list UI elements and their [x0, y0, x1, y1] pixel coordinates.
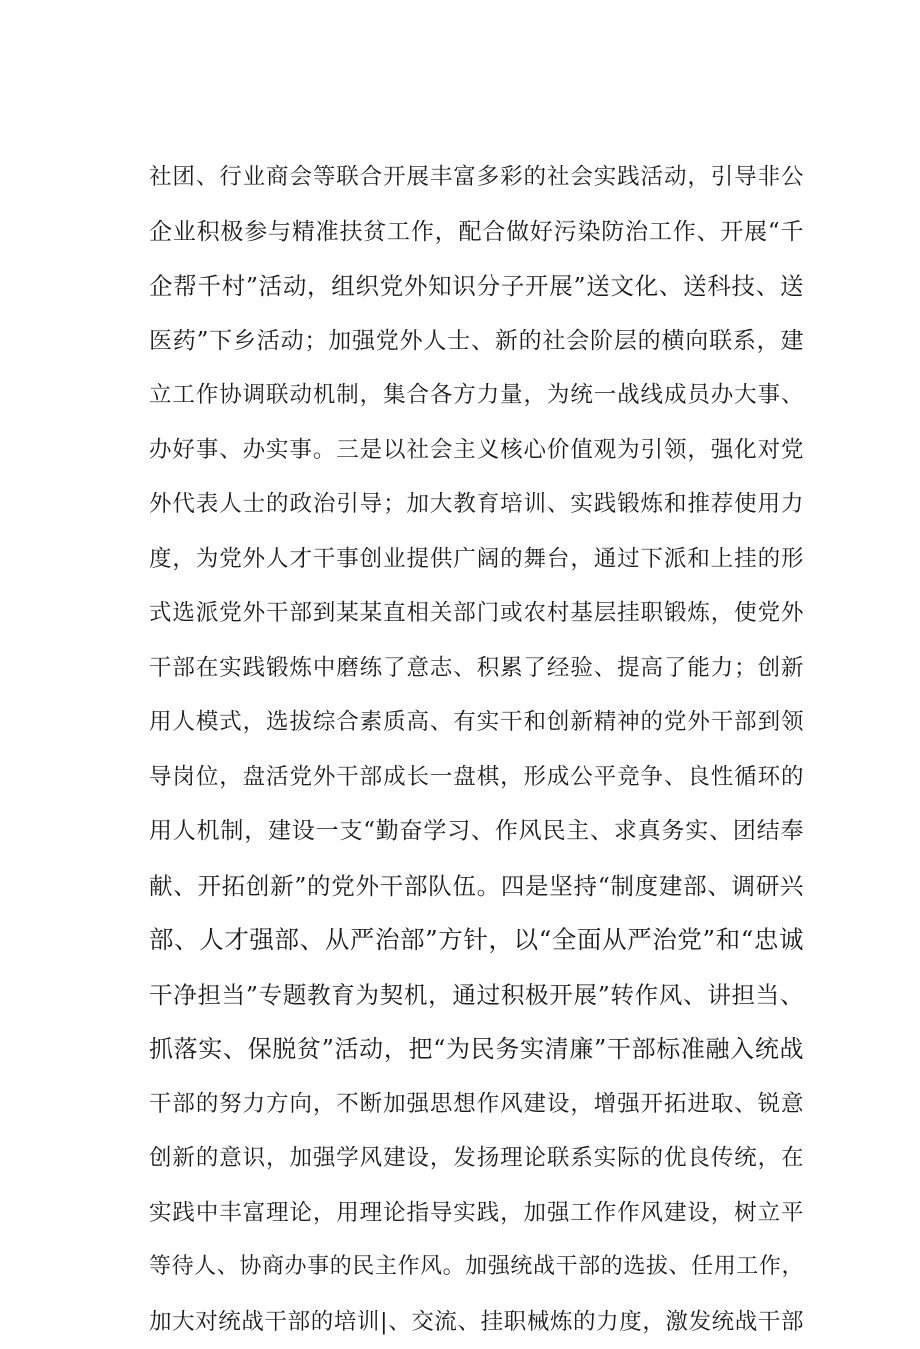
- text-line: 加大对统战干部的培训|、交流、挂职械炼的力度，激发统战干部: [149, 1295, 804, 1349]
- text-line: 式选派党外干部到某某直相关部门或农村基层挂职锻炼，使党外: [149, 586, 804, 641]
- text-line: 度，为党外人才干事创业提供广阔的舞台，通过下派和上挂的形: [149, 532, 804, 587]
- text-line: 企帮千村”活动，组织党外知识分子开展”送文化、送科技、送: [149, 259, 804, 314]
- text-line: 导岗位，盘活党外干部成长一盘棋，形成公平竞争、良性循环的: [149, 750, 804, 805]
- text-line: 企业积极参与精准扶贫工作，配合做好污染防治工作、开展“千: [149, 205, 804, 260]
- text-line: 干净担当”专题教育为契机，通过积极开展”转作风、讲担当、: [149, 968, 804, 1023]
- body-paragraph: [149, 150, 804, 1349]
- text-line: 外代表人士的政治引导；加大教育培训、实践锻炼和推荐使用力: [149, 477, 804, 532]
- text-line: 干部在实践锻炼中磨练了意志、积累了经验、提高了能力；创新: [149, 641, 804, 696]
- text-line: 抓落实、保脱贫”活动，把“为民务实清廉”干部标准融入统战: [149, 1022, 804, 1077]
- text-line: 立工作协调联动机制，集合各方力量，为统一战线成员办大事、: [149, 368, 804, 423]
- text-line: 干部的努力方向，不断加强思想作风建设，增强开拓进取、锐意: [149, 1077, 804, 1132]
- text-line: 医药”下乡活动；加强党外人士、新的社会阶层的横向联系，建: [149, 314, 804, 369]
- text-line: 用人模式，选拔综合素质高、有实干和创新精神的党外干部到领: [149, 695, 804, 750]
- text-line: 社团、行业商会等联合开展丰富多彩的社会实践活动，引导非公: [149, 150, 804, 205]
- text-line: 用人机制，建设一支“勤奋学习、作风民主、求真务实、团结奉: [149, 804, 804, 859]
- text-line: 办好事、办实事。三是以社会主义核心价值观为引领，强化对党: [149, 423, 804, 478]
- text-line: 创新的意识，加强学风建设，发扬理论联系实际的优良传统，在: [149, 1131, 804, 1186]
- text-line: 部、人才强部、从严治部”方针，以“全面从严治党”和“忠诚: [149, 913, 804, 968]
- text-line: 实践中丰富理论，用理论指导实践，加强工作作风建设，树立平: [149, 1186, 804, 1241]
- text-line: 献、开拓创新”的党外干部队伍。四是坚持“制度建部、调研兴: [149, 859, 804, 914]
- text-line: 等待人、协商办事的民主作风。加强统战干部的选拔、任用工作，: [149, 1240, 804, 1295]
